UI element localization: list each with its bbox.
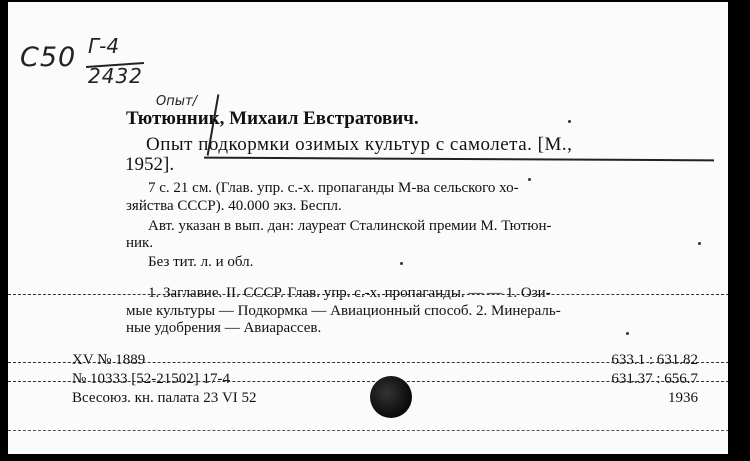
footer-right-2: 631.37 : 656.7 — [611, 371, 698, 387]
description-line-1: 7 с. 21 см. (Глав. упр. с.-х. пропаганды М-ва сельского хо- — [148, 180, 519, 196]
speck — [698, 242, 701, 245]
footer-right-3: 1936 — [668, 390, 698, 406]
speck — [568, 120, 571, 123]
note-line-2: ник. — [126, 235, 154, 251]
tracing-line-1: 1. Заглавие. II. СССР. Глав. упр. с.-х. пропаганды. — — 1. Ози- — [148, 285, 551, 301]
footer-right-1: 633.1 : 631.82 — [611, 352, 698, 368]
description-line-2: зяйства СССР). 40.000 экз. Беспл. — [126, 198, 342, 214]
card-right-edge — [728, 2, 734, 454]
title-underline — [204, 157, 714, 162]
title-line-2: 1952]. — [125, 154, 175, 175]
author-heading: Тютюнник, Михаил Евстратович. — [126, 108, 419, 129]
speck — [400, 262, 403, 265]
handwritten-fraction-top: Г-4 — [88, 34, 120, 58]
note-line-1: Авт. указан в вып. дан: лауреат Сталинской премии М. Тютюн- — [148, 218, 552, 234]
speck — [626, 332, 629, 335]
footer-left-1: XV № 1889 — [72, 352, 146, 368]
handwritten-note: Опыт/ — [156, 94, 197, 109]
footer-left-2: № 10333 [52-21502] 17-4 — [72, 371, 231, 387]
title-line-1: Опыт подкормки озимых культур с самолета. [М., — [146, 134, 573, 155]
handwritten-call-number: C50 — [20, 42, 77, 73]
catalog-card — [8, 2, 734, 454]
tracing-line-2: мые культуры — Подкормка — Авиационный способ. 2. Минераль- — [126, 303, 561, 319]
punch-hole — [370, 376, 412, 418]
tracing-line-3: ные удобрения — Авиарассев. — [126, 320, 322, 336]
bottom-dashed-edge — [8, 430, 734, 432]
speck — [528, 178, 531, 181]
footer-left-3: Всесоюз. кн. палата 23 VI 52 — [72, 390, 257, 406]
handwritten-fraction-bottom: 2432 — [88, 64, 143, 88]
note-line-3: Без тит. л. и обл. — [148, 254, 254, 270]
